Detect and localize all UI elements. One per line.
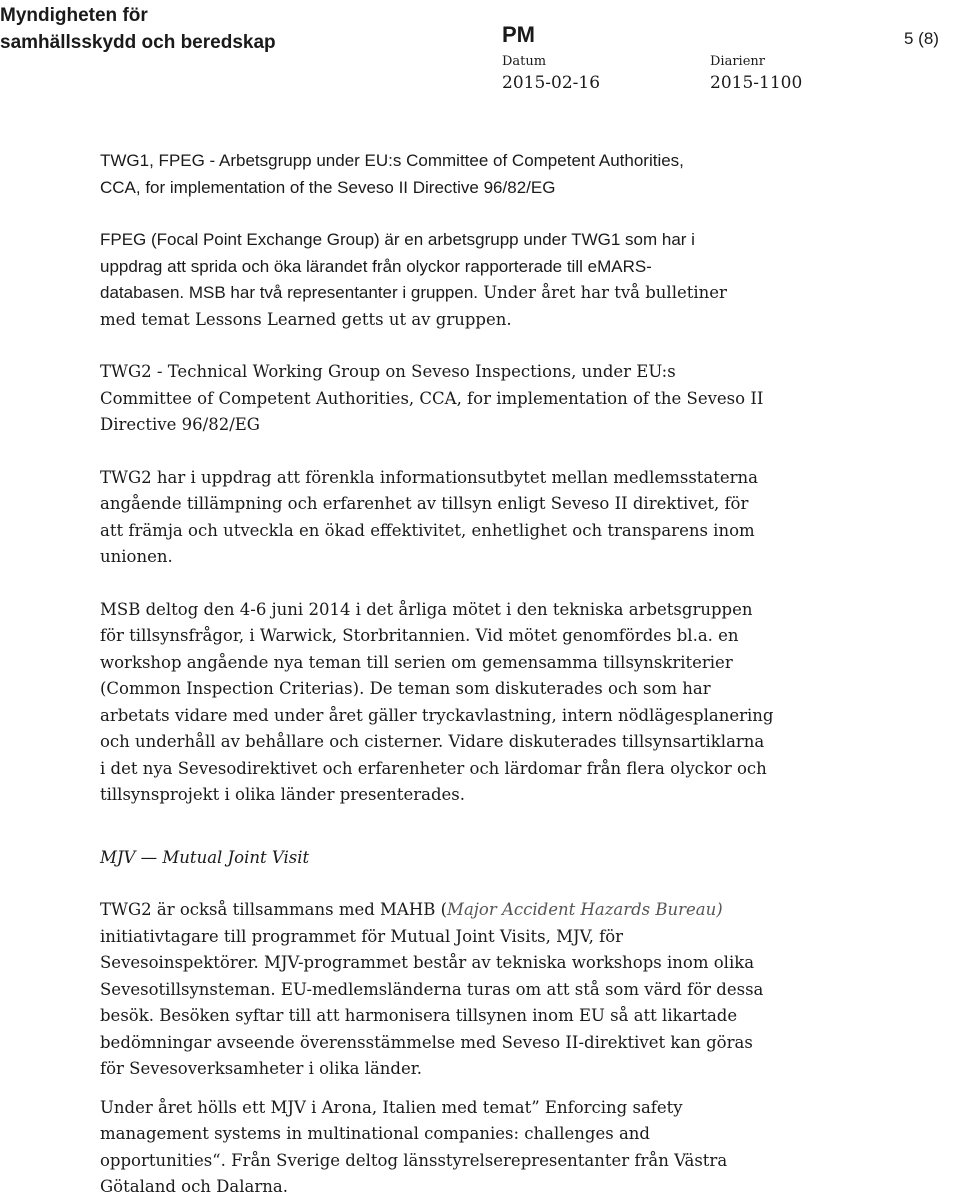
diarienr-label: Diarienr bbox=[710, 54, 765, 69]
date-label: Datum bbox=[502, 54, 547, 69]
arona-paragraph: Under året hölls ett MJV i Arona, Italien med temat” Enforcing safety management systems in multinational companies: challenges and opportunities“. Från Sverige deltog länsstyrelserepresentanter från Västra Götaland och Dalarna. bbox=[100, 1097, 728, 1196]
diarienr-value: 2015-1100 bbox=[710, 73, 803, 93]
mjv-heading: MJV — Mutual Joint Visit bbox=[100, 847, 310, 867]
twg1-heading: TWG1, FPEG - Arbetsgrupp under EU:s Committee of Competent Authorities, CCA, for implementation of the Seveso II Directive 96/82/EG bbox=[100, 151, 684, 197]
twg2-heading: TWG2 - Technical Working Group on Seveso Inspections, under EU:s Committee of Competent Authorities, CCA, for implementation of the Seveso II Directive 96/82/EG bbox=[100, 362, 764, 434]
mjv-paragraph: TWG2 är också tillsammans med MAHB (Major Accident Hazards Bureau) initiativtagare till programmet för Mutual Joint Visits, MJV, för Sevesoinspektörer. MJV-programmet består av tekniska workshops inom olika Sevesotillsynsteman. EU-medlemsländerna turas om att stå som värd för dessa besök. Besöken syftar till att harmonisera tillsynen inom EU så att likartade bedömningar avseende överensstämmelse med Seveso II-direktivet kan göras för Sevesoverksamheter i olika länder. bbox=[100, 900, 764, 1078]
org-name-line1: Myndigheten för bbox=[0, 5, 148, 26]
twg1-paragraph: FPEG (Focal Point Exchange Group) är en arbetsgrupp under TWG1 som har i uppdrag att sprida och öka lärandet från olyckor rapporterade till eMARS- databasen. MSB har två representanter i gruppen. Under året har två bulletiner med temat Lessons Learned getts ut av gruppen. bbox=[100, 230, 727, 329]
org-name bbox=[0, 2, 276, 56]
document-body bbox=[100, 148, 800, 1201]
doc-type: PM bbox=[502, 22, 535, 47]
org-name-line2: samhällsskydd och beredskap bbox=[0, 32, 276, 53]
msb-paragraph: MSB deltog den 4-6 juni 2014 i det årliga mötet i den tekniska arbetsgruppen för tillsynsfrågor, i Warwick, Storbritannien. Vid mötet genomfördes bl.a. en workshop angående nya teman till serien om gemensamma tillsynskriterier (Common Inspection Criterias). De teman som diskuterades och som har arbetats vidare med under året gäller tryckavlastning, intern nödlägesplanering och underhåll av behållare och cisterner. Vidare diskuterades tillsynsartiklarna i det nya Sevesodirektivet och erfarenheter och lärdomar från flera olyckor och tillsynsprojekt i olika länder presenterades. bbox=[100, 599, 774, 804]
twg2-paragraph: TWG2 har i uppdrag att förenkla informationsutbytet mellan medlemsstaterna angående tillämpning och erfarenhet av tillsyn enligt Seveso II direktivet, för att främja och utveckla en ökad effektivitet, enhetlighet och transparens inom unionen. bbox=[100, 467, 759, 566]
date-value: 2015-02-16 bbox=[502, 73, 601, 93]
page-number: 5 (8) bbox=[904, 29, 939, 48]
